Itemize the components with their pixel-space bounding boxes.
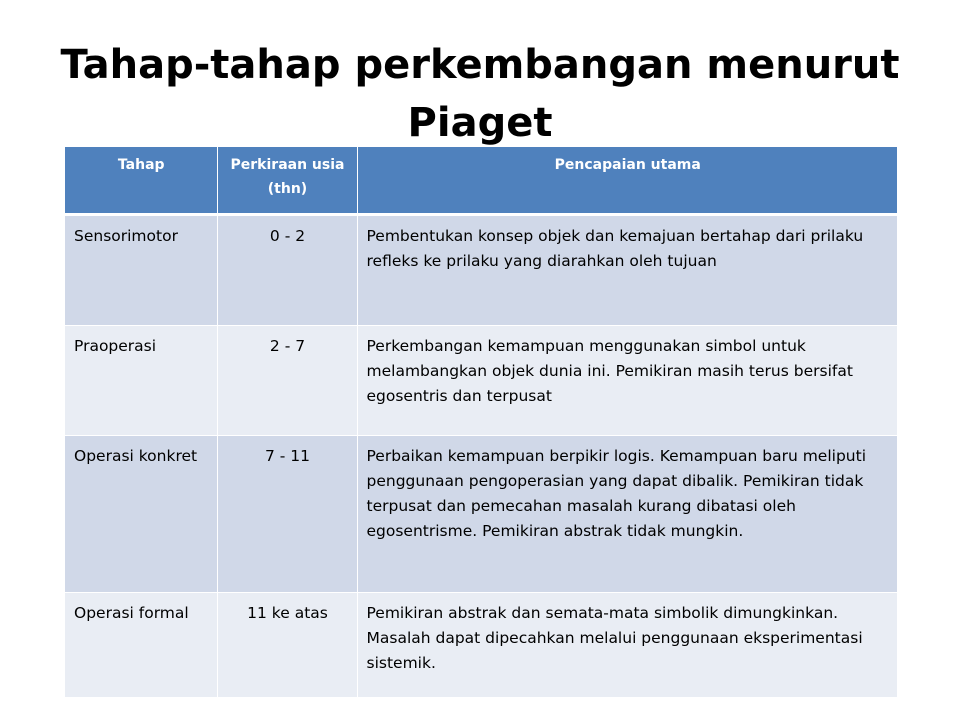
cell-pencapaian: Pembentukan konsep objek dan kemajuan bertahap dari prilaku refleks ke prilaku yang diarahkan oleh tujuan (357, 215, 897, 326)
cell-tahap: Operasi formal (65, 593, 217, 698)
table-header-row (65, 147, 897, 215)
cell-pencapaian: Pemikiran abstrak dan semata-mata simbolik dimungkinkan. Masalah dapat dipecahkan melalui penggunaan eksperimentasi sistemik. (357, 593, 897, 698)
table-row (65, 215, 897, 326)
piaget-stages-table (65, 147, 897, 698)
page-title: Tahap-tahap perkembangan menurut Piaget (60, 42, 900, 146)
cell-usia: 7 - 11 (217, 436, 357, 593)
cell-usia: 0 - 2 (217, 215, 357, 326)
column-header-usia: Perkiraan usia (thn) (217, 147, 357, 215)
cell-usia: 11 ke atas (217, 593, 357, 698)
column-header-tahap: Tahap (65, 147, 217, 215)
cell-usia: 2 - 7 (217, 326, 357, 436)
cell-pencapaian: Perkembangan kemampuan menggunakan simbol untuk melambangkan objek dunia ini. Pemikiran masih terus bersifat egosentris dan terpusat (357, 326, 897, 436)
table-row (65, 593, 897, 698)
cell-tahap: Operasi konkret (65, 436, 217, 593)
column-header-pencapaian: Pencapaian utama (357, 147, 897, 215)
cell-pencapaian: Perbaikan kemampuan berpikir logis. Kemampuan baru meliputi penggunaan pengoperasian yang dapat dibalik. Pemikiran tidak terpusat dan pemecahan masalah kurang dibatasi oleh egosentrisme. Pemikiran abstrak tidak mungkin. (357, 436, 897, 593)
table-row (65, 326, 897, 436)
cell-tahap: Praoperasi (65, 326, 217, 436)
table-row (65, 436, 897, 593)
piaget-stages-table-container (65, 147, 897, 698)
cell-tahap: Sensorimotor (65, 215, 217, 326)
